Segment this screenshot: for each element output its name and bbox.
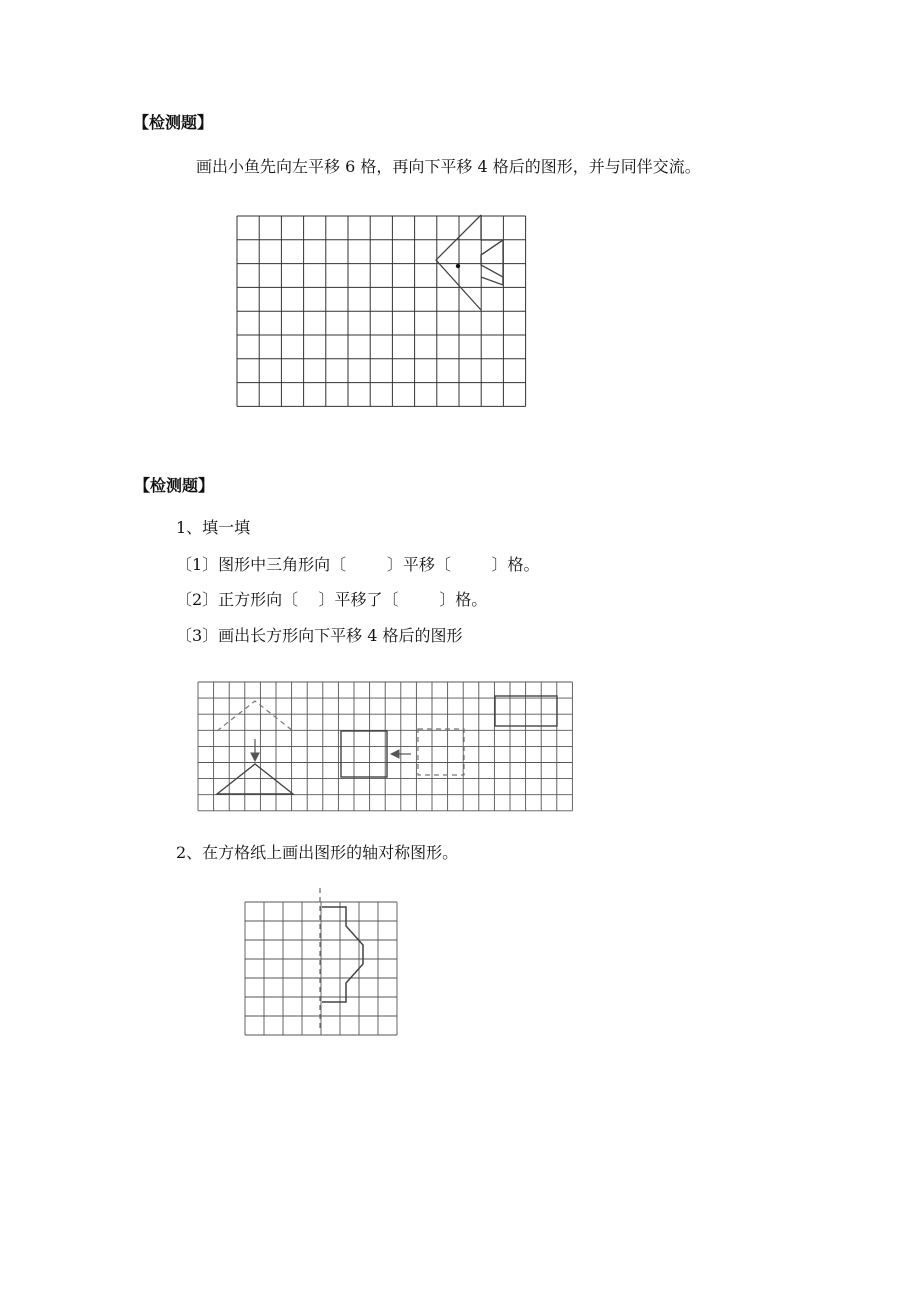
fish-instruction: 画出小鱼先向左平移 6 格，再向下平移 4 格后的图形，并与同伴交流。 bbox=[196, 157, 701, 176]
dashed-square bbox=[418, 729, 464, 775]
solid-square bbox=[341, 731, 387, 777]
question1-part1: 〔1〕图形中三角形向〔 〕平移〔 〕格。 bbox=[176, 555, 540, 574]
symmetry-grid-figure bbox=[244, 888, 404, 1028]
fish-grid-lines bbox=[237, 216, 526, 406]
section1-heading: 【检测题】 bbox=[133, 113, 214, 132]
fish-grid-figure bbox=[236, 215, 526, 409]
section2-heading: 【检测题】 bbox=[134, 476, 215, 495]
translation-grid-figure bbox=[197, 681, 577, 813]
fish-eye bbox=[456, 264, 460, 268]
question2-title: 2、在方格纸上画出图形的轴对称图形。 bbox=[176, 843, 459, 862]
fish-shape bbox=[436, 215, 503, 310]
down-arrow bbox=[251, 739, 259, 761]
question1-part3: 〔3〕画出长方形向下平移 4 格后的图形 bbox=[176, 626, 463, 645]
question1-part2: 〔2〕正方形向〔 〕平移了〔 〕格。 bbox=[176, 590, 488, 609]
symmetry-grid-lines bbox=[245, 902, 397, 1035]
dashed-triangle bbox=[217, 701, 293, 731]
question1-title: 1、填一填 bbox=[176, 518, 251, 537]
